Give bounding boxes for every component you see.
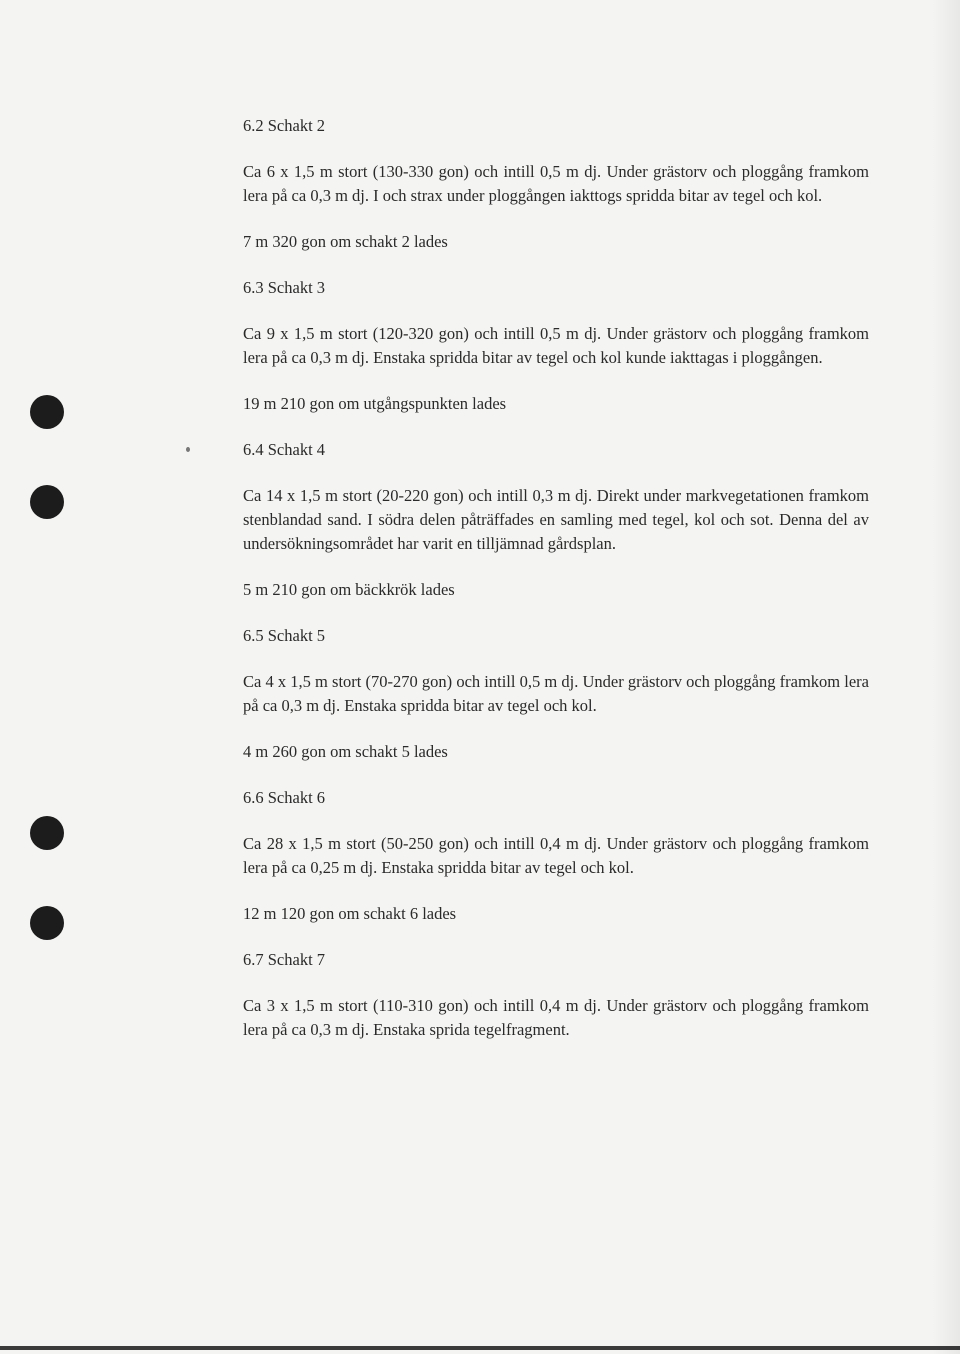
section-location-note: 19 m 210 gon om utgångspunkten lades	[243, 394, 507, 413]
section-description: Ca 6 x 1,5 m stort (130-330 gon) och intill 0,5 m dj. Under grästorv och ploggång framkom lera på ca 0,3 m dj. I och strax under ploggången iakttogs spridda bitar av tegel och kol.	[243, 162, 869, 205]
section-location-note: 7 m 320 gon om schakt 2 lades	[243, 232, 448, 251]
section-schakt-6	[243, 786, 869, 926]
section-schakt-5	[243, 624, 869, 764]
section-schakt-4	[243, 438, 869, 602]
punch-hole-2	[30, 485, 64, 519]
punch-hole-1	[30, 395, 64, 429]
section-description: Ca 4 x 1,5 m stort (70-270 gon) och intill 0,5 m dj. Under grästorv och ploggång framkom lera på ca 0,3 m dj. Enstaka spridda bitar av tegel och kol.	[243, 672, 869, 715]
section-location-note: 4 m 260 gon om schakt 5 lades	[243, 742, 448, 761]
punch-hole-3	[30, 816, 64, 850]
section-schakt-7	[243, 948, 869, 1042]
section-heading: 6.6 Schakt 6	[243, 788, 326, 807]
report-body	[243, 114, 869, 1064]
section-location-note: 5 m 210 gon om bäckkrök lades	[243, 580, 455, 599]
section-description: Ca 3 x 1,5 m stort (110-310 gon) och intill 0,4 m dj. Under grästorv och ploggång framkom lera på ca 0,3 m dj. Enstaka sprida tegelfragment.	[243, 996, 869, 1039]
section-description: Ca 14 x 1,5 m stort (20-220 gon) och intill 0,3 m dj. Direkt under markvegetationen framkom stenblandad sand. I södra delen påträffades en samling med tegel, kol och sot. Denna del av undersökningsområdet har varit en tilljämnad gårdsplan.	[243, 486, 869, 553]
scan-speck	[186, 447, 190, 452]
section-description: Ca 9 x 1,5 m stort (120-320 gon) och intill 0,5 m dj. Under grästorv och ploggång framkom lera på ca 0,3 m dj. Enstaka spridda bitar av tegel och kol kunde iakttagas i ploggången.	[243, 324, 869, 367]
section-schakt-3	[243, 276, 869, 416]
page-bottom-rule	[0, 1346, 960, 1350]
section-heading: 6.5 Schakt 5	[243, 626, 326, 645]
section-schakt-2	[243, 114, 869, 254]
section-heading: 6.2 Schakt 2	[243, 116, 326, 135]
section-location-note: 12 m 120 gon om schakt 6 lades	[243, 904, 457, 923]
section-heading: 6.4 Schakt 4	[243, 440, 326, 459]
section-heading: 6.3 Schakt 3	[243, 278, 326, 297]
punch-hole-4	[30, 906, 64, 940]
section-description: Ca 28 x 1,5 m stort (50-250 gon) och intill 0,4 m dj. Under grästorv och ploggång framkom lera på ca 0,25 m dj. Enstaka spridda bitar av tegel och kol.	[243, 834, 869, 877]
section-heading: 6.7 Schakt 7	[243, 950, 326, 969]
